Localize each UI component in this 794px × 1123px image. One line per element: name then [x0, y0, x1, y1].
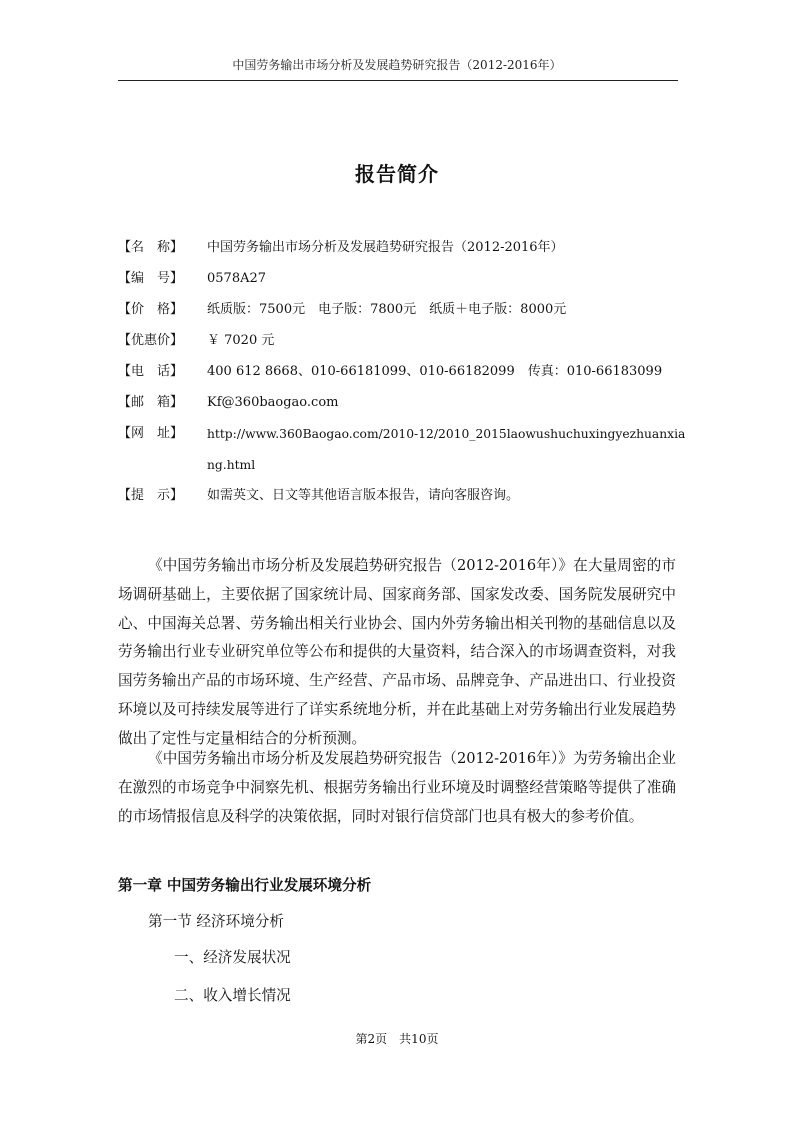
info-label-tip: 【提 示】: [118, 488, 184, 503]
info-value-email[interactable]: Kf@360baogao.com: [207, 395, 339, 410]
intro-paragraph: 《中国劳务输出市场分析及发展趋势研究报告（2012-2016年）》在大量周密的市场调研基础上，主要依据了国家统计局、国家商务部、国家发改委、国务院发展研究中心、中国海关总署、劳务输出相关行业协会、国内外劳务输出相关刊物的基础信息以及劳务输出行业专业研究单位等公布和提供的大量资料，结合深入的市场调查资料，对我国劳务输出产品的市场环境、生产经营、产品市场、品牌竞争、产品进出口、行业投资环境以及可持续发展等进行了详实系统地分析，并在此基础上对劳务输出行业发展趋势做出了定性与定量相结合的分析预测。: [118, 557, 676, 747]
toc-chapter-heading: 第一章 中国劳务输出行业发展环境分析: [118, 877, 372, 894]
info-row-price: [118, 298, 688, 329]
info-row-tip: [118, 484, 688, 515]
info-row-phone: [118, 360, 688, 391]
info-row-url: [118, 422, 688, 484]
info-label-price: 【价 格】: [118, 302, 184, 317]
page-footer: 第2页 共10页: [355, 1032, 439, 1046]
info-label-code: 【编 号】: [118, 271, 184, 286]
info-label-url: 【网 址】: [118, 426, 184, 441]
header-rule: [118, 80, 678, 81]
info-value-discount: ￥ 7020 元: [207, 333, 275, 348]
running-header: 中国劳务输出市场分析及发展趋势研究报告（2012-2016年）: [232, 58, 562, 72]
info-row-email: [118, 391, 688, 422]
info-value-phone: 400 612 8668、010-66181099、010-66182099 传真：010-66183099: [207, 364, 663, 379]
info-label-email: 【邮 箱】: [118, 395, 184, 410]
info-row-code: [118, 267, 688, 298]
toc-item: 一、经济发展状况: [174, 949, 291, 966]
info-value-code: 0578A27: [207, 271, 267, 286]
toc-section-heading: 第一节 经济环境分析: [148, 913, 284, 930]
info-value-tip: 如需英文、日文等其他语言版本报告，请向客服咨询。: [207, 488, 520, 503]
value-paragraph: 《中国劳务输出市场分析及发展趋势研究报告（2012-2016年）》为劳务输出企业在激烈的市场竞争中洞察先机、根据劳务输出行业环境及时调整经营策略等提供了准确的市场情报信息及科学的决策依据，同时对银行信贷部门也具有极大的参考价值。: [118, 750, 676, 825]
report-info-list: [118, 236, 688, 515]
info-value-price: 纸质版：7500元 电子版：7800元 纸质＋电子版：8000元: [207, 302, 567, 317]
toc-item: 二、收入增长情况: [174, 987, 291, 1004]
info-row-discount: [118, 329, 688, 360]
info-label-discount: 【优惠价】: [118, 333, 184, 348]
info-value-name: 中国劳务输出市场分析及发展趋势研究报告（2012-2016年）: [207, 240, 564, 255]
page-title: 报告简介: [355, 162, 439, 186]
info-row-name: [118, 236, 688, 267]
info-value-url[interactable]: http://www.360Baogao.com/2010-12/2010_2015laowushuchuxingyezhuanxiang.html: [207, 427, 686, 472]
info-label-phone: 【电 话】: [118, 364, 184, 379]
info-label-name: 【名 称】: [118, 240, 184, 255]
